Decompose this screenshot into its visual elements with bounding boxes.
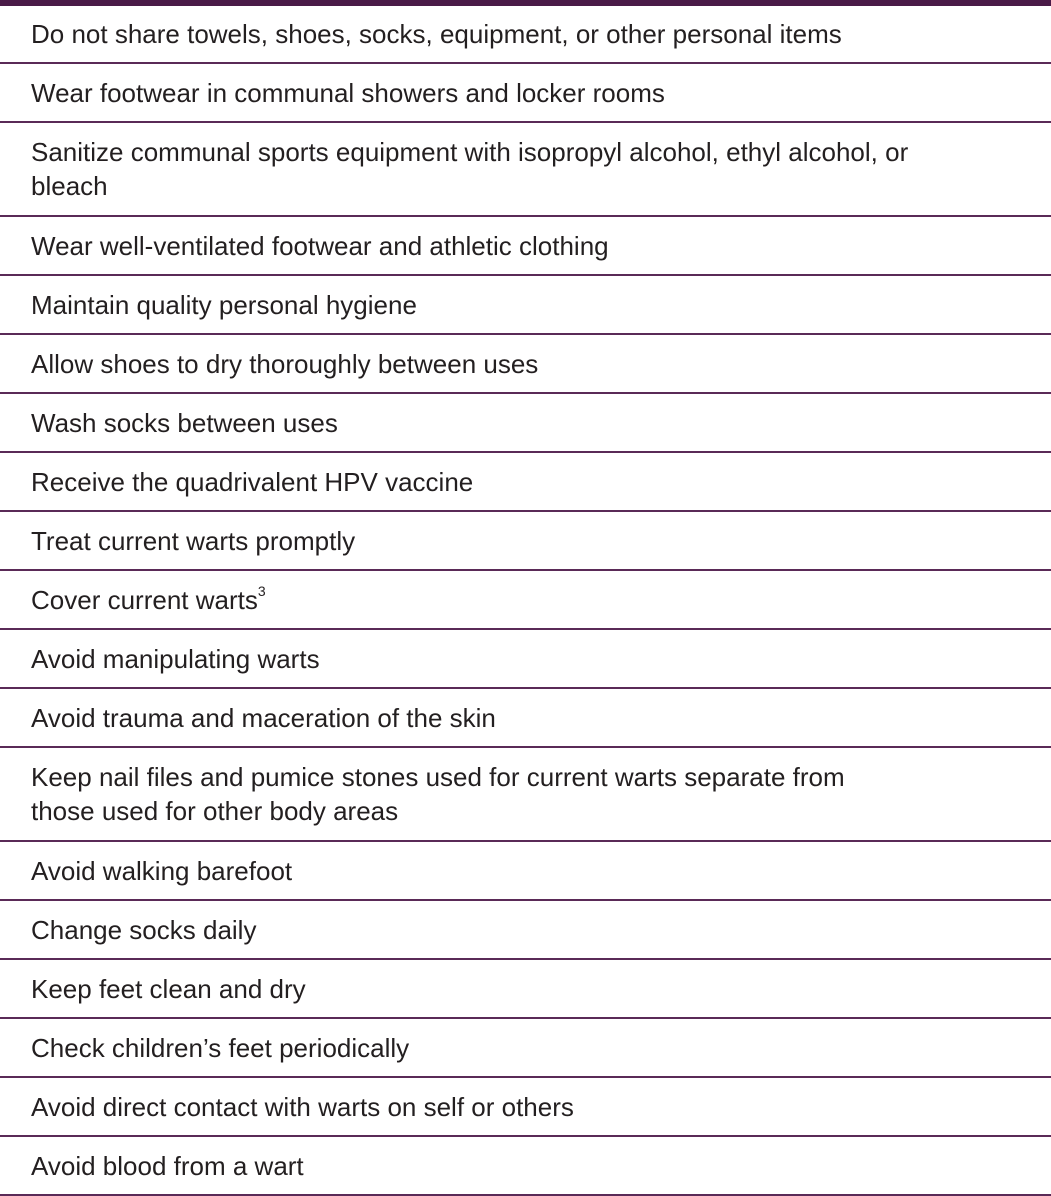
table-row (0, 960, 1051, 1019)
table-row (0, 123, 1051, 217)
table-row (0, 1078, 1051, 1137)
row-text-with-ref (31, 583, 266, 617)
table-row (0, 748, 1051, 842)
row-text: Avoid blood from a wart (31, 1150, 304, 1181)
table-row (0, 1137, 1051, 1196)
table-row (0, 571, 1051, 630)
row-text: Avoid trauma and maceration of the skin (31, 702, 496, 733)
table-row (0, 6, 1051, 64)
row-text: Avoid direct contact with warts on self or others (31, 1091, 574, 1122)
table-row (0, 276, 1051, 335)
row-text: Keep nail files and pumice stones used for current warts separate from those used for other body areas (31, 762, 845, 826)
row-text: Keep feet clean and dry (31, 973, 306, 1004)
table-row (0, 842, 1051, 901)
prevention-table (0, 6, 1051, 1196)
row-text: Sanitize communal sports equipment with isopropyl alcohol, ethyl alcohol, or bleach (31, 137, 909, 201)
row-text: Wear well-ventilated footwear and athletic clothing (31, 230, 609, 261)
row-text: Maintain quality personal hygiene (31, 289, 417, 320)
table-row (0, 689, 1051, 748)
table-row (0, 217, 1051, 276)
table-row (0, 1019, 1051, 1078)
row-text: Change socks daily (31, 914, 257, 945)
table-row (0, 64, 1051, 123)
row-text: Avoid manipulating warts (31, 643, 320, 674)
table-row (0, 630, 1051, 689)
row-text: Check children’s feet periodically (31, 1032, 410, 1063)
row-text: Wear footwear in communal showers and locker rooms (31, 77, 665, 108)
table-row (0, 901, 1051, 960)
row-text: Do not share towels, shoes, socks, equipment, or other personal items (31, 19, 842, 49)
table-row (0, 453, 1051, 512)
row-text: Wash socks between uses (31, 407, 338, 438)
row-text: Allow shoes to dry thoroughly between uses (31, 348, 539, 379)
row-text: Receive the quadrivalent HPV vaccine (31, 466, 474, 497)
footnote-ref: 3 (257, 582, 266, 599)
table-row (0, 335, 1051, 394)
row-text: Treat current warts promptly (31, 525, 356, 556)
table-row (0, 512, 1051, 571)
row-text: Cover current warts (31, 584, 258, 615)
row-text: Avoid walking barefoot (31, 855, 293, 886)
table-row (0, 394, 1051, 453)
